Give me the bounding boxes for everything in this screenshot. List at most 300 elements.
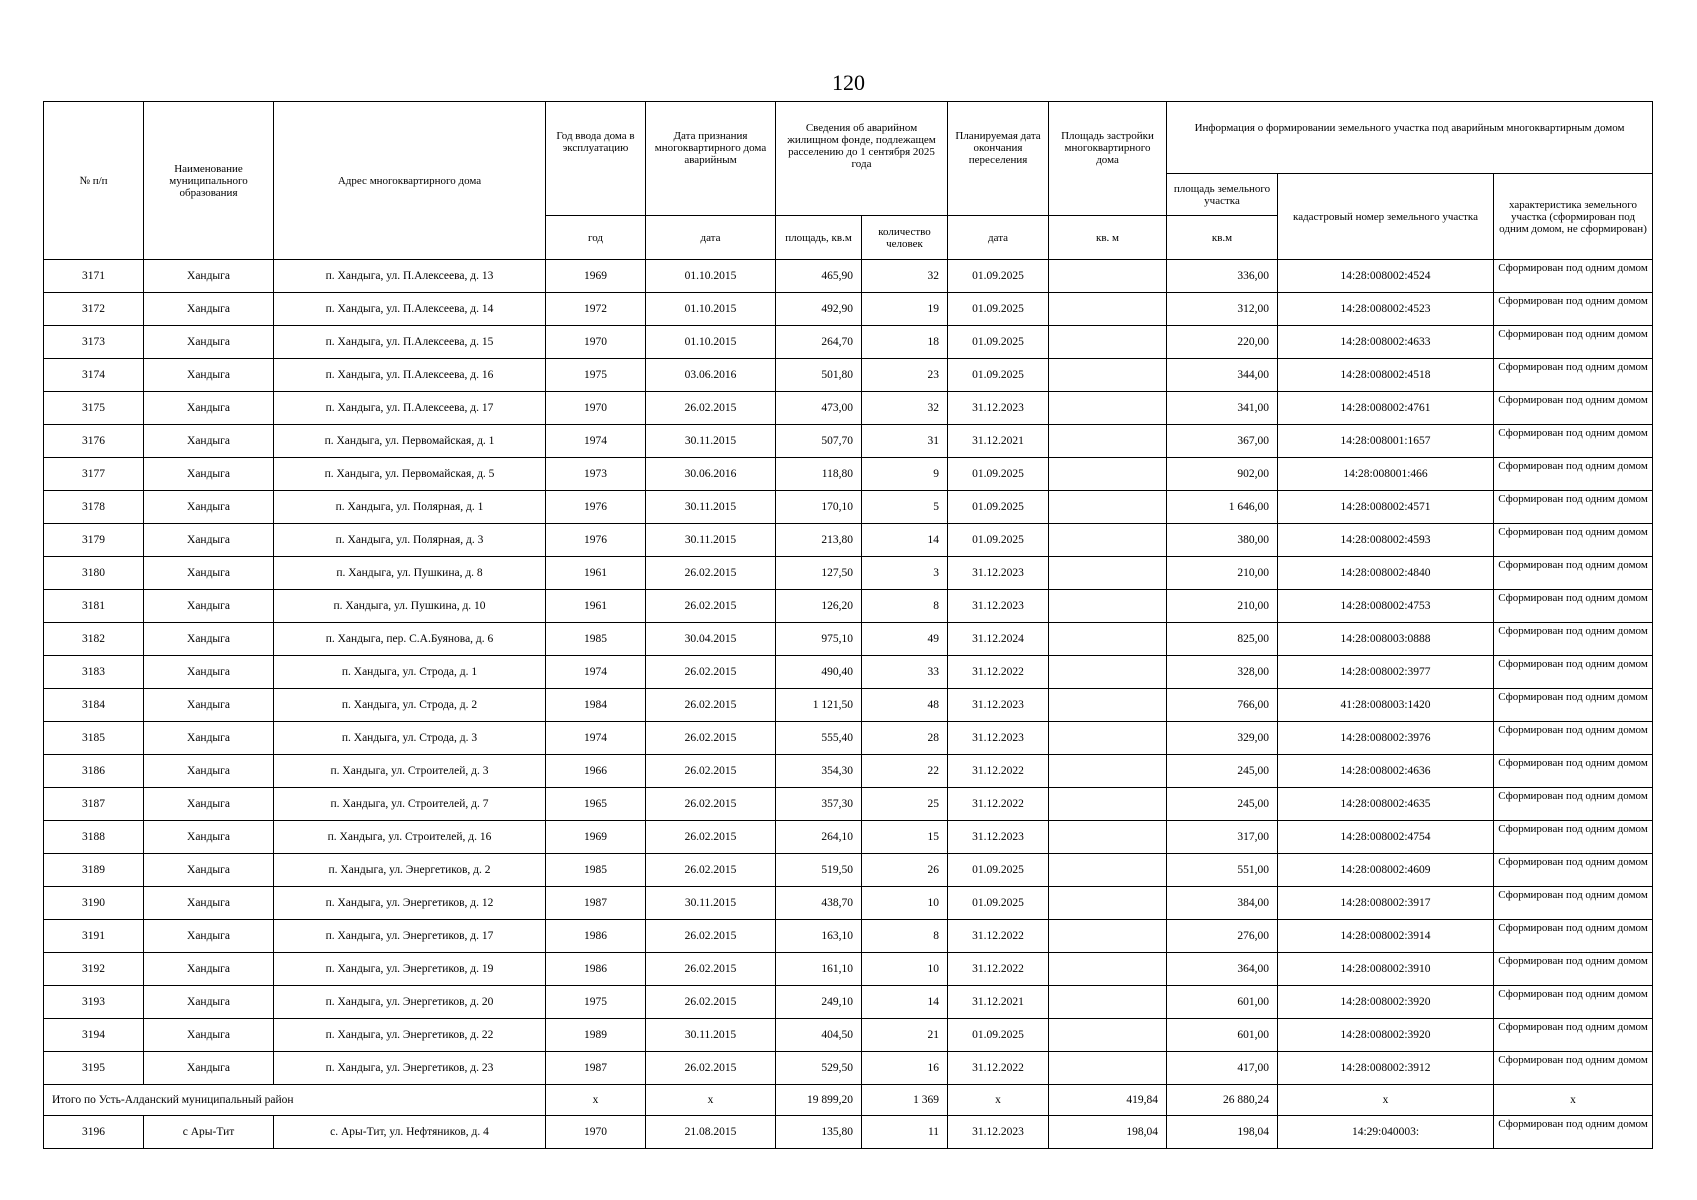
cell-land: 210,00 — [1167, 590, 1278, 623]
cell-num: 3181 — [44, 590, 144, 623]
cell-year: 1987 — [546, 1052, 646, 1085]
cell-cadastral: 14:28:008002:4633 — [1278, 326, 1494, 359]
cell-build — [1049, 887, 1167, 920]
cell-municipality: Хандыга — [144, 425, 274, 458]
cell-land: 198,04 — [1167, 1116, 1278, 1149]
cell-cadastral: 14:28:008002:4593 — [1278, 524, 1494, 557]
header-num: № п/п — [44, 102, 144, 260]
cell-municipality: Хандыга — [144, 1019, 274, 1052]
cell-people: 14 — [862, 986, 948, 1019]
cell-people: 32 — [862, 260, 948, 293]
cell-people: 28 — [862, 722, 948, 755]
cell-num: 3173 — [44, 326, 144, 359]
cell-plan: 31.12.2021 — [948, 425, 1049, 458]
cell-cadastral: 14:28:008002:4635 — [1278, 788, 1494, 821]
cell-area: 507,70 — [776, 425, 862, 458]
cell-address: п. Хандыга, ул. Энергетиков, д. 12 — [274, 887, 546, 920]
table-row — [44, 590, 1653, 623]
cell-date: 30.11.2015 — [646, 524, 776, 557]
unit-date: дата — [646, 216, 776, 260]
cell-people: 11 — [862, 1116, 948, 1149]
header-year-commission: Год ввода дома в эксплуатацию — [546, 102, 646, 216]
cell-people: 25 — [862, 788, 948, 821]
header-planned-date: Планируемая дата окончания переселения — [948, 102, 1049, 216]
cell-build — [1049, 557, 1167, 590]
cell-cadastral: 14:28:008002:3920 — [1278, 986, 1494, 1019]
cell-num: 3184 — [44, 689, 144, 722]
unit-people: количество человек — [862, 216, 948, 260]
cell-build — [1049, 854, 1167, 887]
cell-date: 01.10.2015 — [646, 326, 776, 359]
header-date-recognition: Дата признания многоквартирного дома аварийным — [646, 102, 776, 216]
cell-plan: 01.09.2025 — [948, 458, 1049, 491]
table-row — [44, 953, 1653, 986]
cell-characteristic: Сформирован под одним домом — [1494, 1052, 1653, 1085]
cell-area: 473,00 — [776, 392, 862, 425]
cell-build — [1049, 953, 1167, 986]
cell-cadastral: 14:28:008002:3976 — [1278, 722, 1494, 755]
cell-cadastral: 41:28:008003:1420 — [1278, 689, 1494, 722]
cell-year: 1985 — [546, 854, 646, 887]
cell-municipality: Хандыга — [144, 887, 274, 920]
cell-people: 10 — [862, 887, 948, 920]
cell-date: 30.11.2015 — [646, 425, 776, 458]
cell-characteristic: Сформирован под одним домом — [1494, 854, 1653, 887]
cell-plan: 01.09.2025 — [948, 524, 1049, 557]
table-row — [44, 326, 1653, 359]
cell-land: 384,00 — [1167, 887, 1278, 920]
cell-area: 264,70 — [776, 326, 862, 359]
cell-year: 1985 — [546, 623, 646, 656]
unit-date2: дата — [948, 216, 1049, 260]
cell-plan: 01.09.2025 — [948, 260, 1049, 293]
cell-municipality: Хандыга — [144, 1052, 274, 1085]
cell-area: 357,30 — [776, 788, 862, 821]
cell-num: 3174 — [44, 359, 144, 392]
cell-land: 245,00 — [1167, 788, 1278, 821]
header-address: Адрес многоквартирного дома — [274, 102, 546, 260]
cell-plan: 01.09.2025 — [948, 491, 1049, 524]
table-row — [44, 887, 1653, 920]
cell-people: 33 — [862, 656, 948, 689]
cell-municipality: Хандыга — [144, 524, 274, 557]
cell-date: 26.02.2015 — [646, 392, 776, 425]
cell-area: 127,50 — [776, 557, 862, 590]
cell-build — [1049, 425, 1167, 458]
cell-date: 26.02.2015 — [646, 590, 776, 623]
cell-area: 213,80 — [776, 524, 862, 557]
cell-characteristic: Сформирован под одним домом — [1494, 293, 1653, 326]
cell-date: 26.02.2015 — [646, 722, 776, 755]
cell-num: 3175 — [44, 392, 144, 425]
cell-plan: 31.12.2024 — [948, 623, 1049, 656]
table-row — [44, 425, 1653, 458]
cell-num: 3189 — [44, 854, 144, 887]
cell-area: 404,50 — [776, 1019, 862, 1052]
cell-date: 01.10.2015 — [646, 260, 776, 293]
cell-address: п. Хандыга, ул. Энергетиков, д. 19 — [274, 953, 546, 986]
cell-year: 1965 — [546, 788, 646, 821]
cell-municipality: Хандыга — [144, 854, 274, 887]
cell-area: 163,10 — [776, 920, 862, 953]
cell-municipality: Хандыга — [144, 293, 274, 326]
cell-characteristic: Сформирован под одним домом — [1494, 755, 1653, 788]
cell-year: 1976 — [546, 491, 646, 524]
cell-date: 30.11.2015 — [646, 887, 776, 920]
table-row — [44, 491, 1653, 524]
cell-municipality: Хандыга — [144, 326, 274, 359]
cell-land: 601,00 — [1167, 986, 1278, 1019]
table-row — [44, 392, 1653, 425]
cell-area: 354,30 — [776, 755, 862, 788]
cell-area: 264,10 — [776, 821, 862, 854]
cell-cadastral: 14:28:008002:4840 — [1278, 557, 1494, 590]
cell-address: п. Хандыга, ул. Первомайская, д. 1 — [274, 425, 546, 458]
cell-municipality: Хандыга — [144, 458, 274, 491]
cell-build — [1049, 392, 1167, 425]
cell-characteristic: Сформирован под одним домом — [1494, 392, 1653, 425]
cell-characteristic: Сформирован под одним домом — [1494, 1116, 1653, 1149]
cell-plan: 01.09.2025 — [948, 293, 1049, 326]
cell-address: п. Хандыга, ул. Строда, д. 1 — [274, 656, 546, 689]
cell-year: 1970 — [546, 1116, 646, 1149]
total-people: 1 369 — [862, 1085, 948, 1116]
cell-characteristic: Сформирован под одним домом — [1494, 689, 1653, 722]
cell-characteristic: Сформирован под одним домом — [1494, 458, 1653, 491]
table-row — [44, 293, 1653, 326]
cell-area: 555,40 — [776, 722, 862, 755]
cell-date: 26.02.2015 — [646, 986, 776, 1019]
cell-people: 3 — [862, 557, 948, 590]
cell-date: 26.02.2015 — [646, 953, 776, 986]
cell-date: 26.02.2015 — [646, 788, 776, 821]
cell-cadastral: 14:28:008002:4761 — [1278, 392, 1494, 425]
header-land-area: площадь земельного участка — [1167, 174, 1278, 216]
cell-build — [1049, 722, 1167, 755]
cell-plan: 01.09.2025 — [948, 887, 1049, 920]
header-municipality: Наименование муниципального образования — [144, 102, 274, 260]
cell-num: 3171 — [44, 260, 144, 293]
cell-build — [1049, 1019, 1167, 1052]
cell-address: п. Хандыга, ул. Энергетиков, д. 23 — [274, 1052, 546, 1085]
cell-year: 1970 — [546, 392, 646, 425]
cell-cadastral: 14:28:008002:4518 — [1278, 359, 1494, 392]
cell-plan: 31.12.2023 — [948, 821, 1049, 854]
cell-land: 601,00 — [1167, 1019, 1278, 1052]
cell-cadastral: 14:28:008002:4571 — [1278, 491, 1494, 524]
cell-cadastral: 14:28:008002:4523 — [1278, 293, 1494, 326]
cell-num: 3177 — [44, 458, 144, 491]
cell-date: 01.10.2015 — [646, 293, 776, 326]
cell-land: 210,00 — [1167, 557, 1278, 590]
cell-land: 364,00 — [1167, 953, 1278, 986]
cell-date: 30.11.2015 — [646, 1019, 776, 1052]
cell-characteristic: Сформирован под одним домом — [1494, 821, 1653, 854]
cell-area: 501,80 — [776, 359, 862, 392]
cell-land: 551,00 — [1167, 854, 1278, 887]
cell-characteristic: Сформирован под одним домом — [1494, 788, 1653, 821]
cell-num: 3183 — [44, 656, 144, 689]
cell-date: 30.04.2015 — [646, 623, 776, 656]
cell-build — [1049, 590, 1167, 623]
cell-address: п. Хандыга, ул. Энергетиков, д. 17 — [274, 920, 546, 953]
cell-cadastral: 14:28:008002:3910 — [1278, 953, 1494, 986]
cell-characteristic: Сформирован под одним домом — [1494, 590, 1653, 623]
cell-plan: 31.12.2022 — [948, 755, 1049, 788]
cell-address: п. Хандыга, ул. П.Алексеева, д. 15 — [274, 326, 546, 359]
cell-municipality: Хандыга — [144, 788, 274, 821]
cell-people: 32 — [862, 392, 948, 425]
cell-year: 1986 — [546, 920, 646, 953]
cell-year: 1966 — [546, 755, 646, 788]
cell-municipality: с Ары-Тит — [144, 1116, 274, 1149]
cell-date: 26.02.2015 — [646, 755, 776, 788]
cell-build — [1049, 326, 1167, 359]
cell-characteristic: Сформирован под одним домом — [1494, 425, 1653, 458]
cell-year: 1974 — [546, 656, 646, 689]
cell-municipality: Хандыга — [144, 491, 274, 524]
cell-num: 3187 — [44, 788, 144, 821]
table-row — [44, 821, 1653, 854]
cell-build — [1049, 755, 1167, 788]
cell-people: 8 — [862, 590, 948, 623]
cell-plan: 31.12.2023 — [948, 590, 1049, 623]
cell-area: 465,90 — [776, 260, 862, 293]
cell-num: 3193 — [44, 986, 144, 1019]
cell-year: 1970 — [546, 326, 646, 359]
cell-municipality: Хандыга — [144, 557, 274, 590]
cell-people: 49 — [862, 623, 948, 656]
cell-year: 1987 — [546, 887, 646, 920]
cell-date: 26.02.2015 — [646, 656, 776, 689]
cell-num: 3178 — [44, 491, 144, 524]
cell-plan: 01.09.2025 — [948, 359, 1049, 392]
cell-plan: 31.12.2022 — [948, 656, 1049, 689]
cell-area: 519,50 — [776, 854, 862, 887]
cell-municipality: Хандыга — [144, 656, 274, 689]
table-row — [44, 1019, 1653, 1052]
total-land: 26 880,24 — [1167, 1085, 1278, 1116]
cell-plan: 31.12.2023 — [948, 392, 1049, 425]
cell-plan: 31.12.2023 — [948, 722, 1049, 755]
cell-address: п. Хандыга, ул. П.Алексеева, д. 17 — [274, 392, 546, 425]
table-row — [44, 788, 1653, 821]
total-area: 19 899,20 — [776, 1085, 862, 1116]
table-body — [44, 260, 1653, 1149]
cell-year: 1974 — [546, 425, 646, 458]
header-characteristic: характеристика земельного участка (сформирован под одним домом, не сформирован) — [1494, 174, 1653, 260]
cell-land: 317,00 — [1167, 821, 1278, 854]
cell-address: п. Хандыга, пер. С.А.Буянова, д. 6 — [274, 623, 546, 656]
cell-build — [1049, 293, 1167, 326]
cell-land: 341,00 — [1167, 392, 1278, 425]
total-label: Итого по Усть-Алданский муниципальный район — [44, 1085, 546, 1116]
cell-area: 126,20 — [776, 590, 862, 623]
cell-characteristic: Сформирован под одним домом — [1494, 524, 1653, 557]
cell-characteristic: Сформирован под одним домом — [1494, 491, 1653, 524]
unit-year: год — [546, 216, 646, 260]
cell-land: 825,00 — [1167, 623, 1278, 656]
cell-year: 1972 — [546, 293, 646, 326]
cell-land: 336,00 — [1167, 260, 1278, 293]
cell-people: 15 — [862, 821, 948, 854]
cell-land: 1 646,00 — [1167, 491, 1278, 524]
cell-num: 3196 — [44, 1116, 144, 1149]
table-row — [44, 359, 1653, 392]
table-row — [44, 722, 1653, 755]
cell-cadastral: 14:28:008002:3920 — [1278, 1019, 1494, 1052]
table-row — [44, 557, 1653, 590]
table-row — [44, 689, 1653, 722]
cell-date: 26.02.2015 — [646, 557, 776, 590]
cell-cadastral: 14:28:008001:466 — [1278, 458, 1494, 491]
cell-people: 26 — [862, 854, 948, 887]
cell-address: п. Хандыга, ул. Строителей, д. 7 — [274, 788, 546, 821]
cell-area: 249,10 — [776, 986, 862, 1019]
cell-land: 902,00 — [1167, 458, 1278, 491]
cell-area: 490,40 — [776, 656, 862, 689]
cell-cadastral: 14:29:040003: — [1278, 1116, 1494, 1149]
cell-build — [1049, 491, 1167, 524]
table-row — [44, 524, 1653, 557]
cell-cadastral: 14:28:008002:3917 — [1278, 887, 1494, 920]
cell-municipality: Хандыга — [144, 920, 274, 953]
cell-plan: 01.09.2025 — [948, 1019, 1049, 1052]
cell-characteristic: Сформирован под одним домом — [1494, 656, 1653, 689]
cell-address: п. Хандыга, ул. Строда, д. 3 — [274, 722, 546, 755]
unit-area: площадь, кв.м — [776, 216, 862, 260]
header-building-area: Площадь застройки многоквартирного дома — [1049, 102, 1167, 216]
cell-characteristic: Сформирован под одним домом — [1494, 986, 1653, 1019]
cell-cadastral: 14:28:008003:0888 — [1278, 623, 1494, 656]
cell-address: п. Хандыга, ул. Пушкина, д. 8 — [274, 557, 546, 590]
table-row — [44, 755, 1653, 788]
table-row — [44, 920, 1653, 953]
cell-land: 328,00 — [1167, 656, 1278, 689]
cell-land: 367,00 — [1167, 425, 1278, 458]
cell-municipality: Хандыга — [144, 986, 274, 1019]
total-date: x — [646, 1085, 776, 1116]
emergency-housing-table — [43, 101, 1653, 1149]
cell-address: с. Ары-Тит, ул. Нефтяников, д. 4 — [274, 1116, 546, 1149]
cell-land: 380,00 — [1167, 524, 1278, 557]
cell-area: 975,10 — [776, 623, 862, 656]
cell-area: 492,90 — [776, 293, 862, 326]
cell-land: 245,00 — [1167, 755, 1278, 788]
cell-address: п. Хандыга, ул. Энергетиков, д. 22 — [274, 1019, 546, 1052]
cell-municipality: Хандыга — [144, 722, 274, 755]
cell-build — [1049, 1052, 1167, 1085]
table-row — [44, 656, 1653, 689]
cell-characteristic: Сформирован под одним домом — [1494, 1019, 1653, 1052]
cell-people: 48 — [862, 689, 948, 722]
cell-address: п. Хандыга, ул. Строителей, д. 3 — [274, 755, 546, 788]
cell-characteristic: Сформирован под одним домом — [1494, 920, 1653, 953]
cell-land: 312,00 — [1167, 293, 1278, 326]
cell-land: 766,00 — [1167, 689, 1278, 722]
cell-address: п. Хандыга, ул. Энергетиков, д. 2 — [274, 854, 546, 887]
cell-characteristic: Сформирован под одним домом — [1494, 359, 1653, 392]
unit-sqm2: кв.м — [1167, 216, 1278, 260]
total-row — [44, 1085, 1653, 1116]
cell-build — [1049, 260, 1167, 293]
cell-land: 417,00 — [1167, 1052, 1278, 1085]
cell-build: 198,04 — [1049, 1116, 1167, 1149]
cell-date: 30.06.2016 — [646, 458, 776, 491]
cell-plan: 31.12.2022 — [948, 920, 1049, 953]
cell-num: 3179 — [44, 524, 144, 557]
cell-date: 26.02.2015 — [646, 821, 776, 854]
cell-build — [1049, 656, 1167, 689]
cell-municipality: Хандыга — [144, 689, 274, 722]
cell-address: п. Хандыга, ул. Полярная, д. 1 — [274, 491, 546, 524]
cell-cadastral: 14:28:008002:3977 — [1278, 656, 1494, 689]
cell-build — [1049, 920, 1167, 953]
cell-people: 18 — [862, 326, 948, 359]
cell-num: 3192 — [44, 953, 144, 986]
cell-year: 1961 — [546, 557, 646, 590]
cell-address: п. Хандыга, ул. П.Алексеева, д. 13 — [274, 260, 546, 293]
cell-date: 26.02.2015 — [646, 920, 776, 953]
cell-num: 3182 — [44, 623, 144, 656]
cell-people: 14 — [862, 524, 948, 557]
cell-people: 22 — [862, 755, 948, 788]
page-number: 120 — [832, 70, 865, 95]
cell-num: 3190 — [44, 887, 144, 920]
cell-people: 19 — [862, 293, 948, 326]
cell-municipality: Хандыга — [144, 359, 274, 392]
cell-area: 118,80 — [776, 458, 862, 491]
cell-plan: 31.12.2023 — [948, 557, 1049, 590]
cell-cadastral: 14:28:008002:3912 — [1278, 1052, 1494, 1085]
cell-municipality: Хандыга — [144, 755, 274, 788]
cell-date: 21.08.2015 — [646, 1116, 776, 1149]
cell-date: 03.06.2016 — [646, 359, 776, 392]
cell-address: п. Хандыга, ул. Строителей, д. 16 — [274, 821, 546, 854]
table-row — [44, 623, 1653, 656]
cell-year: 1974 — [546, 722, 646, 755]
cell-municipality: Хандыга — [144, 953, 274, 986]
table-row — [44, 854, 1653, 887]
cell-year: 1984 — [546, 689, 646, 722]
cell-year: 1961 — [546, 590, 646, 623]
table-row — [44, 458, 1653, 491]
cell-num: 3172 — [44, 293, 144, 326]
cell-characteristic: Сформирован под одним домом — [1494, 557, 1653, 590]
cell-build — [1049, 986, 1167, 1019]
cell-date: 26.02.2015 — [646, 1052, 776, 1085]
cell-plan: 31.12.2023 — [948, 689, 1049, 722]
cell-municipality: Хандыга — [144, 392, 274, 425]
cell-num: 3176 — [44, 425, 144, 458]
cell-build — [1049, 524, 1167, 557]
cell-address: п. Хандыга, ул. Строда, д. 2 — [274, 689, 546, 722]
cell-num: 3188 — [44, 821, 144, 854]
cell-year: 1975 — [546, 986, 646, 1019]
cell-characteristic: Сформирован под одним домом — [1494, 722, 1653, 755]
cell-people: 16 — [862, 1052, 948, 1085]
cell-area: 161,10 — [776, 953, 862, 986]
unit-sqm: кв. м — [1049, 216, 1167, 260]
cell-land: 329,00 — [1167, 722, 1278, 755]
cell-land: 220,00 — [1167, 326, 1278, 359]
cell-municipality: Хандыга — [144, 590, 274, 623]
cell-characteristic: Сформирован под одним домом — [1494, 326, 1653, 359]
cell-people: 21 — [862, 1019, 948, 1052]
cell-land: 344,00 — [1167, 359, 1278, 392]
cell-characteristic: Сформирован под одним домом — [1494, 887, 1653, 920]
cell-people: 9 — [862, 458, 948, 491]
